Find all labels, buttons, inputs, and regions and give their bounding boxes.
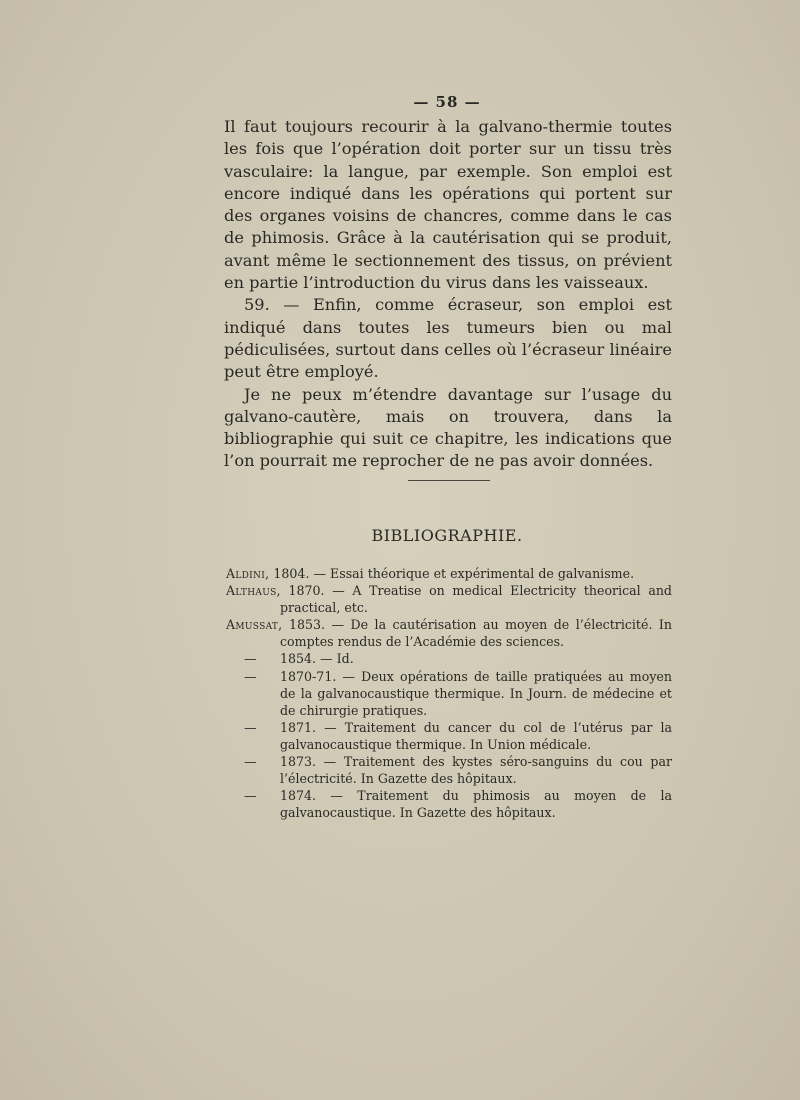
bibliography-entry-althaus: [226, 582, 672, 616]
bibliography-list: [226, 565, 672, 821]
bibliography-entry-1854: [226, 650, 672, 667]
entry-author: Althaus,: [226, 583, 281, 599]
body-text: [224, 116, 672, 473]
entry-text: 1853. — De la cautérisation au moyen de l’électricité. In comptes rendus de l’Académie des sciences.: [280, 617, 672, 650]
entry-text: 1804. — Essai théorique et expérimental de galvanisme.: [269, 566, 635, 581]
bibliography-entry-1870-71: [226, 668, 672, 719]
ditto-dash: —: [244, 788, 257, 804]
bibliography-entry-1874: [226, 787, 672, 821]
page-number: — 58 —: [413, 93, 481, 111]
entry-text: 1871. — Traitement du cancer du col de l’utérus par la galvanocaustique thermique. In Union médicale.: [280, 719, 672, 752]
bibliography-entry-1871: [226, 719, 672, 753]
paragraph-bibliographie-note: Je ne peux m’étendre davantage sur l’usage du galvano-cautère, mais on trouvera, dans la bibliographie qui suit ce chapitre, les indications que l’on pourrait me reprocher de ne pas avoir données.: [224, 384, 672, 471]
ditto-dash: —: [244, 668, 257, 684]
bibliography-entry-aldini: [226, 565, 672, 582]
entry-text: 1873. — Traitement des kystes séro-sanguins du cou par l’électricité. In Gazette des hôpitaux.: [280, 754, 672, 787]
bibliography-entry-amussat: [226, 616, 672, 650]
bibliography-title: BIBLIOGRAPHIE.: [371, 526, 523, 545]
entry-text: 1870. — A Treatise on medical Electricity theorical and practical, etc.: [280, 583, 672, 616]
entry-text: 1874. — Traitement du phimosis au moyen de la galvanocaustique. In Gazette des hôpitaux.: [280, 788, 672, 821]
ditto-dash: —: [244, 719, 257, 735]
bibliography-entry-1873: [226, 753, 672, 787]
ditto-dash: —: [244, 754, 257, 770]
entry-author: Aldini,: [226, 566, 270, 581]
ditto-dash: —: [244, 651, 257, 667]
paragraph-galvano-thermie: Il faut toujours recourir à la galvano-thermie toutes les fois que l’opération doit porter sur un tissu très vasculaire: la langue, par exemple. Son emploi est encore indiqué dans les opérations qui portent sur des organes voisins de chancres, comme dans le cas de phimosis. Grâce à la cautérisation qui se produit, avant même le sectionnement des tissus, on prévient en partie l’introduction du virus dans les vaisseaux.: [224, 117, 672, 293]
entry-text: 1870-71. — Deux opérations de taille pratiquées au moyen de la galvanocaustique thermique. In Journ. de médecine et de chirurgie pratiques.: [280, 668, 672, 718]
paragraph-ecraseur: 59. — Enfin, comme écraseur, son emploi est indiqué dans toutes les tumeurs bien ou mal pédiculisées, surtout dans celles où l’écraseur linéaire peut être employé.: [224, 295, 672, 382]
entry-author: Amussat,: [226, 617, 283, 633]
section-divider: [408, 480, 490, 481]
entry-text: 1854. — Id.: [280, 651, 354, 667]
